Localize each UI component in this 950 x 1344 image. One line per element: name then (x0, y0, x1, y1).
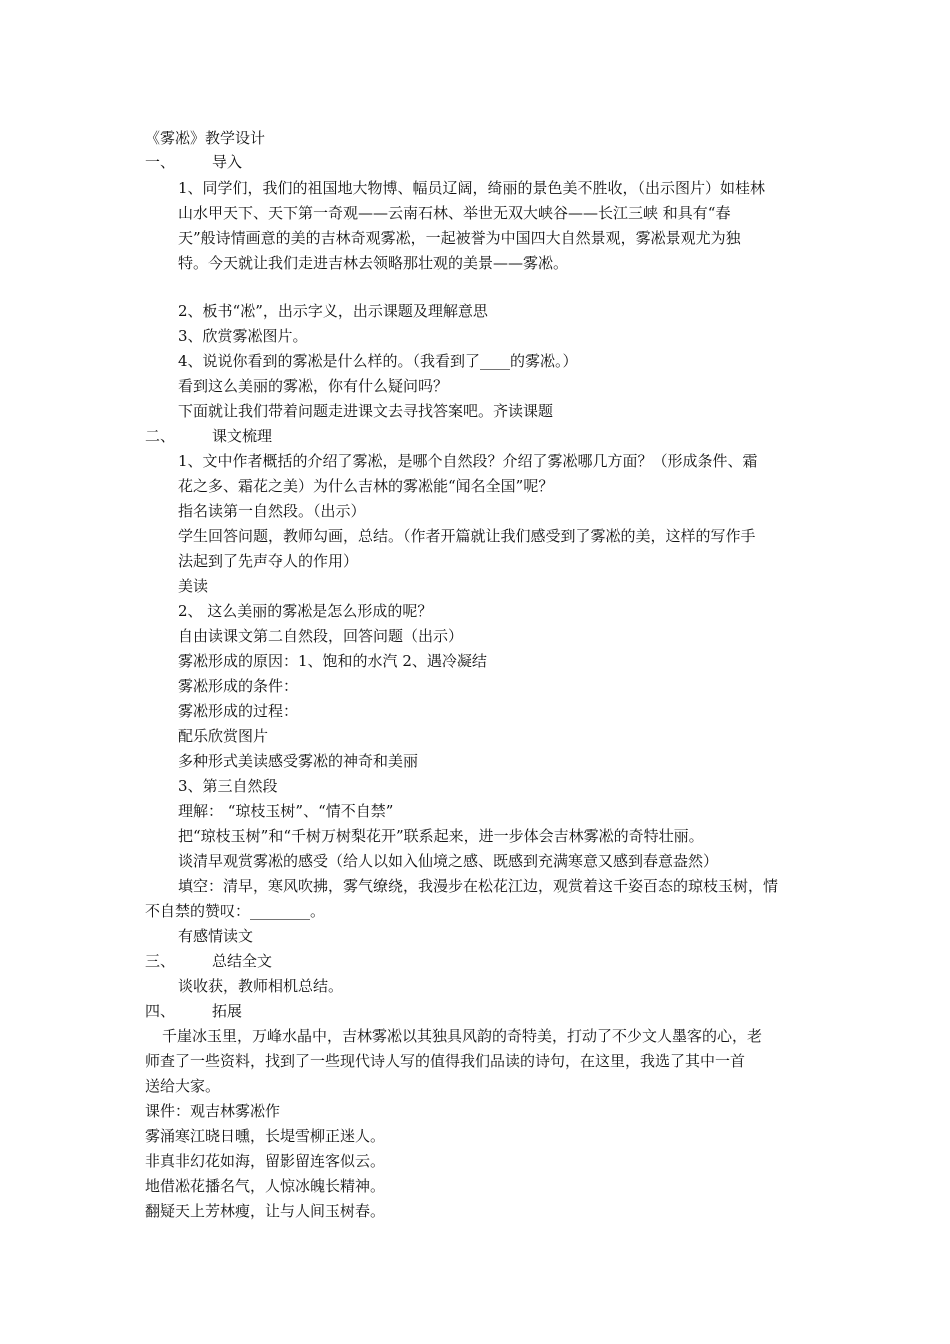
paragraph-line: 花之多、霜花之美）为什么吉林的雾凇能“闻名全国”呢？ (178, 477, 554, 495)
paragraph-line: 法起到了先声夺人的作用） (178, 552, 359, 570)
section-1-heading: 导入 (212, 153, 243, 171)
poem-line: 雾涌寒江晓日曛，长堤雪柳正迷人。 (145, 1127, 386, 1145)
paragraph-line: 填空：清早，寒风吹拂，雾气缭绕，我漫步在松花江边，观赏着这千姿百态的琼枝玉树，情 (178, 877, 779, 895)
paragraph-line: 1、文中作者概括的介绍了雾凇，是哪个自然段？介绍了雾凇哪几方面？（形成条件、霜 (178, 452, 758, 470)
paragraph-line: 雾凇形成的过程： (178, 702, 299, 720)
paragraph-line: 谈收获，教师相机总结。 (178, 977, 344, 995)
paragraph-line: 1、同学们，我们的祖国地大物博、幅员辽阔，绮丽的景色美不胜收，（出示图片）如桂林 (178, 179, 766, 197)
paragraph-line: 2、板书“凇”，出示字义，出示课题及理解意思 (178, 302, 488, 320)
paragraph-line: 多种形式美读感受雾凇的神奇和美丽 (178, 752, 419, 770)
poem-line: 地借凇花播名气，人惊冰魄长精神。 (145, 1177, 386, 1195)
paragraph-line: 3、第三自然段 (178, 777, 278, 795)
paragraph-line: 谈清早观赏雾凇的感受（给人以如入仙境之感、既感到充满寒意又感到春意盎然） (178, 852, 719, 870)
paragraph-line: 雾凇形成的原因：1、饱和的水汽 2、遇冷凝结 (178, 652, 487, 670)
section-3-number: 三、 (145, 952, 176, 970)
paragraph-line: 不自禁的赞叹：________。 (145, 902, 326, 920)
paragraph-line: 配乐欣赏图片 (178, 727, 269, 745)
section-4-heading: 拓展 (212, 1002, 243, 1020)
paragraph-line: 课件：观吉林雾凇作 (145, 1102, 281, 1120)
paragraph-line: 把“琼枝玉树”和“千树万树梨花开”联系起来，进一步体会吉林雾凇的奇特壮丽。 (178, 827, 704, 845)
section-2-number: 二、 (145, 427, 176, 445)
paragraph-line: 学生回答问题，教师勾画，总结。（作者开篇就让我们感受到了雾凇的美，这样的写作手 (178, 527, 756, 545)
paragraph-line: 师查了一些资料，找到了一些现代诗人写的值得我们品读的诗句，在这里，我选了其中一首 (145, 1052, 746, 1070)
poem-line: 非真非幻花如海，留影留连客似云。 (145, 1152, 386, 1170)
paragraph-line: 送给大家。 (145, 1077, 221, 1095)
paragraph-line: 美读 (178, 577, 209, 595)
paragraph-line: 2、 这么美丽的雾凇是怎么形成的呢？ (178, 602, 433, 620)
paragraph-line: 下面就让我们带着问题走进课文去寻找答案吧。齐读课题 (178, 402, 554, 420)
paragraph-line: 3、欣赏雾凇图片。 (178, 327, 308, 345)
paragraph-line: 自由读课文第二自然段，回答问题（出示） (178, 627, 464, 645)
paragraph-line: 有感情读文 (178, 927, 254, 945)
paragraph-line: 指名读第一自然段。（出示） (178, 502, 366, 520)
document-title: 《雾凇》教学设计 (145, 129, 266, 147)
paragraph-line: 千崖冰玉里，万峰水晶中，吉林雾凇以其独具风韵的奇特美，打动了不少文人墨客的心，老 (162, 1027, 763, 1045)
section-3-heading: 总结全文 (212, 952, 273, 970)
section-2-heading: 课文梳理 (212, 427, 273, 445)
paragraph-line: 看到这么美丽的雾凇，你有什么疑问吗？ (178, 377, 449, 395)
section-4-number: 四、 (145, 1002, 176, 1020)
poem-line: 翻疑天上芳林瘦，让与人间玉树春。 (145, 1202, 386, 1220)
paragraph-line: 4、说说你看到的雾凇是什么样的。（我看到了____的雾凇。） (178, 352, 578, 370)
paragraph-line: 雾凇形成的条件： (178, 677, 299, 695)
paragraph-line: 理解： “琼枝玉树”、“情不自禁” (178, 802, 394, 820)
paragraph-line: 山水甲天下、天下第一奇观——云南石林、举世无双大峡谷——长江三峡 和具有“春 (178, 204, 731, 222)
paragraph-line: 天”般诗情画意的美的吉林奇观雾凇，一起被誉为中国四大自然景观，雾凇景观尤为独 (178, 229, 741, 247)
paragraph-line: 特。今天就让我们走进吉林去领略那壮观的美景——雾凇。 (178, 254, 569, 272)
section-1-number: 一、 (145, 153, 176, 171)
